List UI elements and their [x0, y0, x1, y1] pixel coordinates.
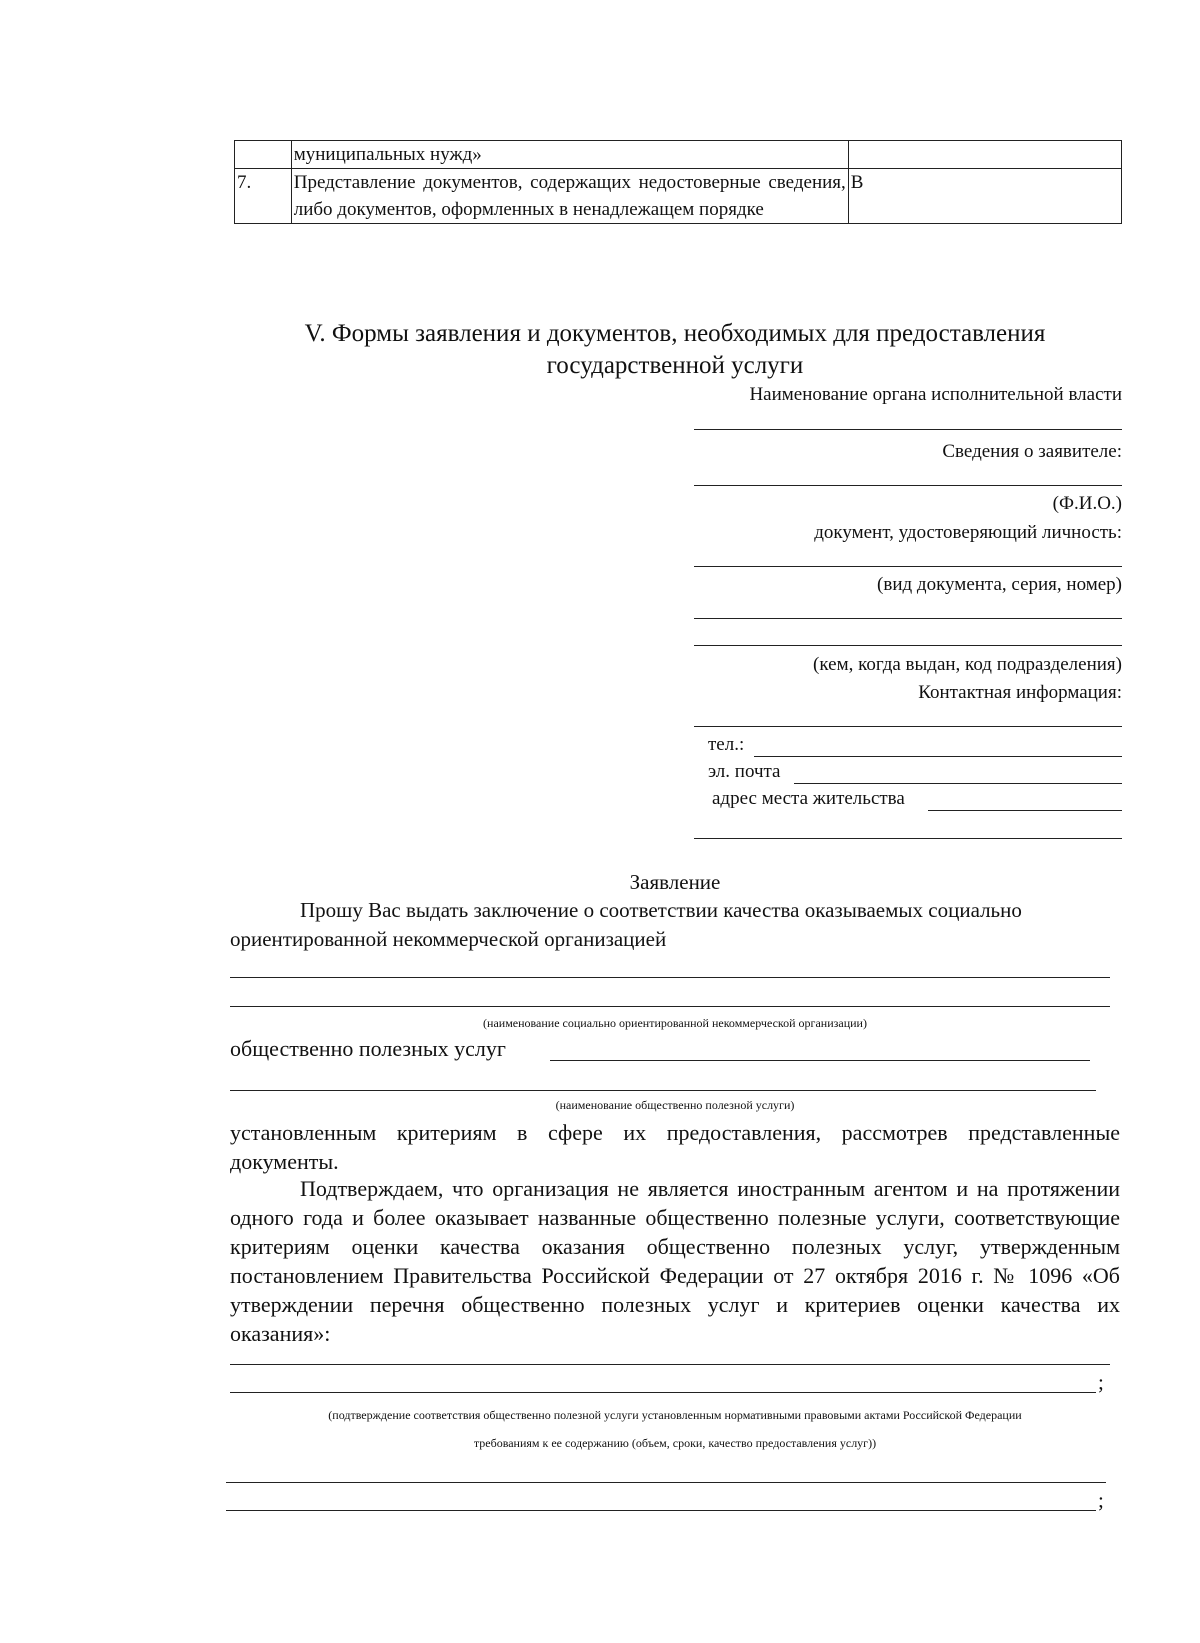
table-row [235, 169, 1122, 224]
org-name-caption: (наименование социально ориентированной некоммерческой организации) [483, 1016, 867, 1030]
id-document-field[interactable] [694, 566, 1122, 567]
service-name-field-line2[interactable] [230, 1090, 1096, 1091]
address-label: адрес места жительства [712, 788, 905, 809]
row-text: муниципальных нужд» [291, 141, 848, 169]
row-number: 7. [235, 169, 292, 224]
request-line2: ориентированной некоммерческой организацией [230, 927, 667, 951]
requirements-field-line2[interactable] [226, 1510, 1096, 1511]
org-name-field-line2[interactable] [230, 1006, 1110, 1007]
doc-details-caption: (вид документа, серия, номер) [877, 574, 1122, 595]
section-title-line2: государственной услуги [546, 352, 804, 379]
phone-label: тел.: [708, 734, 745, 755]
applicant-info-label: Сведения о заявителе: [942, 441, 1122, 462]
services-label: общественно полезных услуг [230, 1036, 506, 1061]
criteria-paragraph: установленным критериям в сфере их предоставления, рассмотрев представленные документы. [230, 1120, 1120, 1174]
row-value [848, 141, 1121, 169]
semicolon: ; [1098, 1370, 1104, 1394]
confirmation-field-line2[interactable] [230, 1392, 1096, 1393]
confirmation-field-line1[interactable] [230, 1364, 1110, 1365]
org-name-field-line1[interactable] [230, 977, 1110, 978]
semicolon: ; [1098, 1488, 1104, 1512]
table-row [235, 141, 1122, 169]
issued-by-caption: (кем, когда выдан, код подразделения) [813, 654, 1122, 675]
statement-heading: Заявление [629, 870, 721, 894]
fio-caption: (Ф.И.О.) [1052, 493, 1122, 514]
email-label: эл. почта [708, 761, 781, 782]
issued-field-line1[interactable] [694, 618, 1122, 619]
email-field[interactable] [794, 783, 1122, 784]
row-value: В [848, 169, 1121, 224]
confirm-paragraph: Подтверждаем, что организация не является иностранным агентом и на протяжении одного года и более оказывает названные общественно полезные услуги, соответствующие критериям оценки качества оказания общественно полезных услуг, утвержденным постановлением Правительства Российской Федерации от 27 октября 2016 г. № 1096 «Об утверждении перечня общественно полезных услуг и критериев оценки качества их оказания»: [230, 1176, 1120, 1346]
authority-label: Наименование органа исполнительной власти [749, 384, 1122, 405]
service-name-caption: (наименование общественно полезной услуги) [555, 1098, 795, 1112]
row-text: Представление документов, содержащих недостоверные сведения, либо документов, оформленных в ненадлежащем порядке [291, 169, 848, 224]
row-number [235, 141, 292, 169]
applicant-name-field[interactable] [694, 485, 1122, 486]
contact-info-label: Контактная информация: [918, 682, 1122, 703]
section-title [230, 318, 1120, 382]
id-document-label: документ, удостоверяющий личность: [814, 522, 1122, 543]
authority-field[interactable] [694, 429, 1122, 430]
contact-info-field[interactable] [694, 726, 1122, 727]
phone-field[interactable] [754, 756, 1122, 757]
section-title-line1: V. Формы заявления и документов, необходимых для предоставления [304, 320, 1046, 347]
issued-field-line2[interactable] [694, 645, 1122, 646]
confirm-caption-line1: (подтверждение соответствия общественно полезной услуги установленным нормативными правовыми актами Российской Федерации [328, 1408, 1022, 1422]
address-field-line2[interactable] [694, 838, 1122, 839]
grounds-table [234, 140, 1122, 224]
requirements-field-line1[interactable] [226, 1482, 1106, 1483]
service-name-field[interactable] [550, 1060, 1090, 1061]
request-line1: Прошу Вас выдать заключение о соответствии качества оказываемых социально [300, 898, 1022, 922]
confirm-caption-line2: требованиям к ее содержанию (объем, сроки, качество предоставления услуг)) [473, 1436, 877, 1450]
address-field[interactable] [928, 810, 1122, 811]
